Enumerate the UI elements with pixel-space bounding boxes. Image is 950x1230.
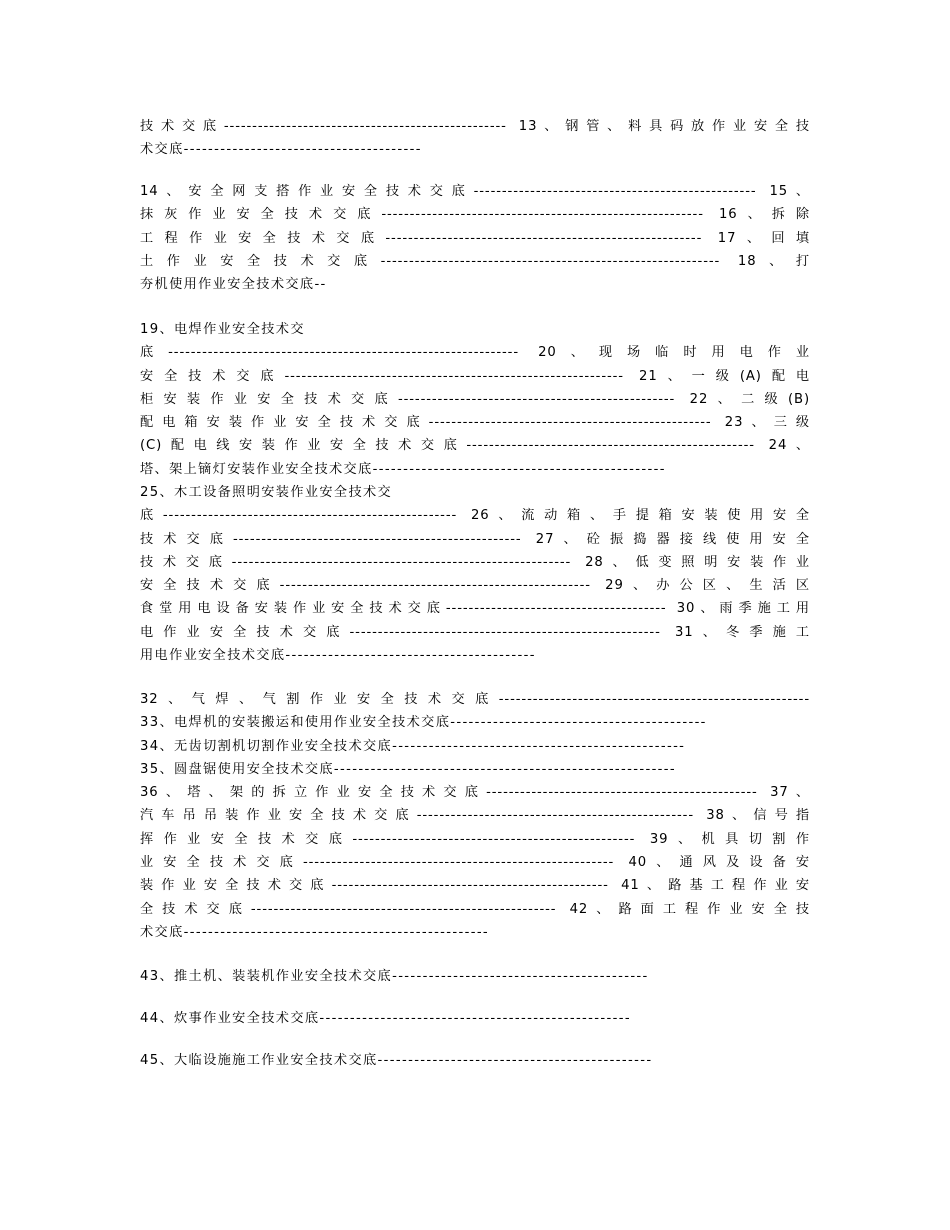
toc-line: 技术交底--------------------------------------------------- 27、砼振捣器接线使用安全 [140, 531, 810, 547]
toc-line: 土作业安全技术交底------------------------------------------------------------ 18、打 [140, 253, 810, 269]
toc-line: 45、大临设施施工作业安全技术交底--------------------------------------------- [140, 1053, 653, 1068]
toc-line: 43、推土机、装装机作业安全技术交底------------------------------------------ [140, 969, 649, 984]
toc-line: 挥作业安全技术交底-------------------------------------------------- 39、机具切割作 [140, 831, 810, 847]
toc-line: 技术交底-------------------------------------------------- 13、钢管、料具码放作业安全技 [140, 119, 810, 134]
toc-line: 底---------------------------------------------------- 26、流动箱、手提箱安装使用安全 [140, 508, 810, 524]
toc-line: 工程作业安全技术交底-------------------------------------------------------- 17、回填 [140, 230, 810, 246]
toc-line: 食堂用电设备安装作业安全技术交底--------------------------------------- 30、雨季施工用 [140, 601, 810, 617]
toc-line: 安全技术交底------------------------------------------------------- 29、办公区、生活区 [140, 578, 810, 594]
toc-paragraph [140, 318, 810, 481]
toc-paragraph [140, 1007, 810, 1030]
toc-line: 抹灰作业安全技术交底--------------------------------------------------------- 16、拆除 [140, 207, 810, 223]
toc-line: 汽车吊吊装作业安全技术交底------------------------------------------------- 38、信号指 [140, 808, 810, 824]
toc-line: 业安全技术交底------------------------------------------------------- 40、通风及设备安 [140, 855, 810, 871]
toc-line: 术交底-------------------------------------------------- [140, 924, 490, 940]
toc-line: 底-------------------------------------------------------------- 20、现场临时用电作业 [140, 345, 810, 361]
toc-line: 35、圆盘锯使用安全技术交底-------------------------------------------------------- [140, 761, 677, 777]
toc-line: 44、炊事作业安全技术交底--------------------------------------------------- [140, 1011, 631, 1026]
toc-line: 36、塔、架的拆立作业安全技术交底------------------------------------------------ 37、 [140, 785, 810, 801]
toc-line: 25、木工设备照明安装作业安全技术交 [140, 485, 393, 500]
toc-paragraph [140, 180, 810, 296]
toc-line: 术交底--------------------------------------- [140, 142, 422, 158]
toc-line: 14、安全网支搭作业安全技术交底-------------------------------------------------- 15、 [140, 184, 810, 199]
toc-line: 33、电焊机的安装搬运和使用作业安全技术交底------------------------------------------ [140, 715, 707, 731]
toc-line: 装作业安全技术交底------------------------------------------------- 41、路基工程作业安 [140, 878, 810, 894]
toc-line: 19、电焊作业安全技术交 [140, 322, 305, 337]
toc-paragraph [140, 1049, 810, 1072]
toc-line: 柜安装作业安全技术交底------------------------------------------------- 22、二级(B) [140, 391, 810, 407]
toc-line: 塔、架上镝灯安装作业安全技术交底------------------------------------------------ [140, 461, 666, 477]
toc-line: 34、无齿切割机切割作业安全技术交底------------------------------------------------ [140, 738, 686, 754]
toc-paragraph [140, 965, 810, 988]
toc-line: 全技术交底------------------------------------------------------ 42、路面工程作业安全技 [140, 901, 810, 917]
toc-paragraph [140, 481, 810, 667]
toc-line: 夯机使用作业安全技术交底-- [140, 277, 327, 293]
toc-line: 32、气焊、气割作业安全技术交底------------------------------------------------------- [140, 692, 810, 707]
toc-line: 配电箱安装作业安全技术交底-------------------------------------------------- 23、三级 [140, 415, 810, 431]
toc-paragraph [140, 115, 810, 162]
toc-line: 安全技术交底------------------------------------------------------------ 21、一级(A)配电 [140, 368, 810, 384]
toc-line: 电作业安全技术交底------------------------------------------------------- 31、冬季施工 [140, 624, 810, 640]
toc-line: 技术交底------------------------------------------------------------ 28、低变照明安装作业 [140, 554, 810, 570]
toc-paragraph [140, 688, 810, 944]
toc-line: (C)配电线安装作业安全技术交底--------------------------------------------------- 24、 [140, 438, 810, 454]
toc-line: 用电作业安全技术交底----------------------------------------- [140, 648, 536, 664]
